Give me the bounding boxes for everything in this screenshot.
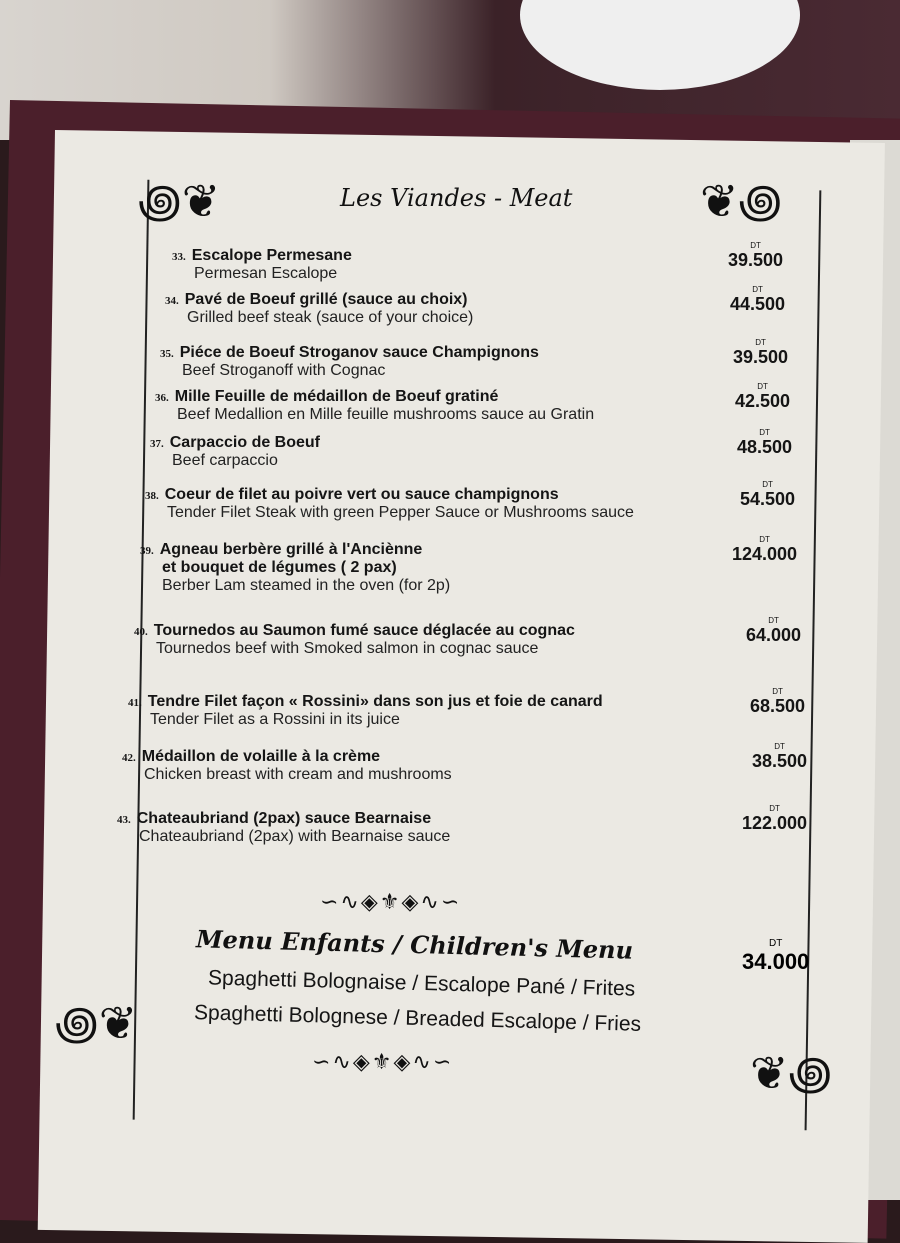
currency-label: DT — [759, 535, 770, 544]
divider-ornament-bottom: ∽∿◈⚜◈∿∽ — [312, 1050, 454, 1075]
menu-item — [150, 434, 320, 470]
menu-item — [122, 748, 452, 784]
price-value: 44.500 — [730, 294, 786, 314]
item-name-fr: Piéce de Boeuf Stroganov sauce Champignons — [179, 344, 539, 361]
menu-item — [155, 388, 594, 424]
item-name-en: Permesan Escalope — [194, 265, 338, 282]
corner-ornament-top-left: ꩜❦ — [138, 174, 221, 228]
item-name-fr: Médaillon de volaille à la crème — [141, 748, 381, 765]
item-number: 41. — [128, 697, 142, 709]
item-number: 34. — [165, 295, 179, 307]
item-price — [750, 687, 805, 717]
currency-label: DT — [772, 687, 783, 696]
currency-label: DT — [768, 938, 783, 949]
item-name-fr: Mille Feuille de médaillon de Boeuf gratiné — [174, 388, 499, 405]
currency-label: DT — [762, 480, 773, 489]
menu-item — [172, 247, 352, 283]
item-number: 35. — [160, 348, 174, 360]
item-number: 37. — [150, 438, 164, 450]
item-number: 38. — [145, 490, 159, 502]
price-value: 54.500 — [740, 489, 796, 509]
item-name-en: Berber Lam steamed in the oven (for 2p) — [162, 577, 451, 594]
item-price — [728, 241, 783, 271]
item-name-fr: Agneau berbère grillé à l'Anciènne — [159, 541, 423, 558]
currency-label: DT — [750, 241, 761, 250]
currency-label: DT — [755, 338, 766, 347]
corner-ornament-bottom-left: ꩜❦ — [55, 996, 138, 1050]
currency-label: DT — [759, 428, 770, 437]
section-title: Les Viandes - Meat — [340, 184, 573, 212]
price-value: 68.500 — [750, 696, 806, 716]
corner-ornament-top-right: ❦꩜ — [700, 174, 783, 228]
currency-label: DT — [768, 616, 779, 625]
kids-menu-title: Menu Enfants / Children's Menu — [195, 924, 634, 965]
price-value: 39.500 — [733, 347, 789, 367]
item-name-en: Tender Filet as a Rossini in its juice — [150, 711, 400, 728]
menu-item — [140, 541, 450, 595]
menu-item — [145, 486, 634, 522]
price-value: 64.000 — [746, 625, 802, 645]
price-value: 124.000 — [732, 544, 798, 564]
currency-label: DT — [757, 382, 768, 391]
item-price — [752, 742, 807, 772]
menu-item — [160, 344, 539, 380]
menu-item — [134, 622, 575, 658]
item-price — [732, 535, 797, 565]
item-name-en: Chicken breast with cream and mushrooms — [144, 766, 452, 783]
item-name-en: Grilled beef steak (sauce of your choice) — [187, 309, 474, 326]
item-name-en: Beef carpaccio — [172, 452, 278, 469]
price-value: 42.500 — [735, 391, 791, 411]
divider-ornament-top: ∽∿◈⚜◈∿∽ — [320, 890, 462, 915]
price-value: 34.000 — [742, 949, 810, 974]
item-price — [742, 804, 807, 834]
item-price — [733, 338, 788, 368]
corner-ornament-bottom-right: ❦꩜ — [750, 1046, 833, 1100]
item-price — [730, 285, 785, 315]
item-name-en: Tournedos beef with Smoked salmon in cognac sauce — [156, 640, 539, 657]
menu-item — [128, 693, 603, 729]
kids-menu-line-en: Spaghetti Bolognese / Breaded Escalope / Fries — [193, 1001, 642, 1036]
item-number: 40. — [134, 626, 148, 638]
item-price — [740, 480, 795, 510]
item-name-fr: Tendre Filet façon « Rossini» dans son jus et foie de canard — [147, 693, 603, 710]
item-name-fr: Escalope Permesane — [191, 247, 352, 264]
item-name-fr: Coeur de filet au poivre vert ou sauce champignons — [164, 486, 559, 503]
kids-menu-price — [742, 938, 809, 975]
item-price — [735, 382, 790, 412]
item-name-en: Beef Medallion en Mille feuille mushrooms sauce au Gratin — [177, 406, 595, 423]
item-name-fr-cont: et bouquet de légumes ( 2 pax) — [162, 559, 397, 576]
item-name-fr: Pavé de Boeuf grillé (sauce au choix) — [184, 291, 468, 308]
currency-label: DT — [752, 285, 763, 294]
kids-menu-line-fr: Spaghetti Bolognaise / Escalope Pané / Frites — [207, 966, 636, 1001]
currency-label: DT — [769, 804, 780, 813]
menu-item — [165, 291, 473, 327]
item-name-en: Chateaubriand (2pax) with Bearnaise sauce — [139, 828, 451, 845]
item-price — [737, 428, 792, 458]
price-value: 122.000 — [742, 813, 808, 833]
currency-label: DT — [774, 742, 785, 751]
item-name-en: Beef Stroganoff with Cognac — [182, 362, 386, 379]
item-price — [746, 616, 801, 646]
item-name-fr: Tournedos au Saumon fumé sauce déglacée au cognac — [153, 622, 575, 639]
item-number: 36. — [155, 392, 169, 404]
item-number: 43. — [117, 814, 131, 826]
price-value: 48.500 — [737, 437, 793, 457]
price-value: 39.500 — [728, 250, 784, 270]
price-value: 38.500 — [752, 751, 808, 771]
item-number: 33. — [172, 251, 186, 263]
menu-item — [117, 810, 450, 846]
item-name-en: Tender Filet Steak with green Pepper Sauce or Mushrooms sauce — [167, 504, 634, 521]
item-number: 42. — [122, 752, 136, 764]
item-number: 39. — [140, 545, 154, 557]
item-name-fr: Chateaubriand (2pax) sauce Bearnaise — [136, 810, 432, 827]
item-name-fr: Carpaccio de Boeuf — [169, 434, 321, 451]
